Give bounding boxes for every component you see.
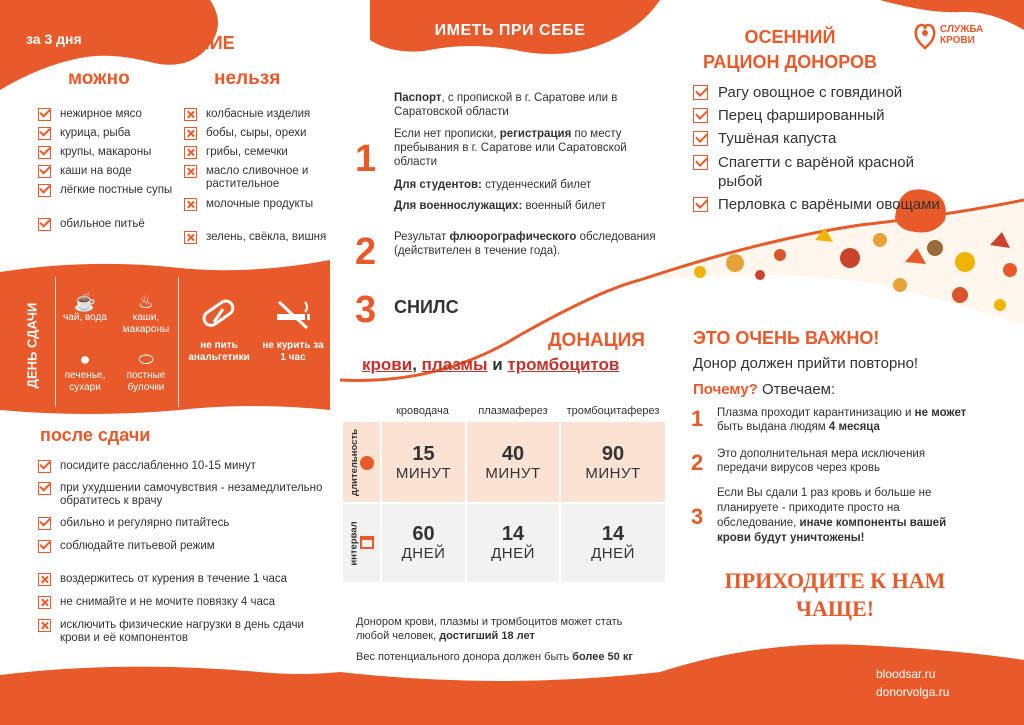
reason-1: Плазма проходит карантинизацию и не может быть выдана людям 4 месяца [717, 407, 967, 433]
no-painkillers-item: не пить анальгетики [182, 292, 256, 364]
check-icon [38, 540, 51, 553]
cross-icon [184, 165, 197, 178]
list-item: соблюдайте питьевой режим [38, 540, 328, 562]
can-list [38, 108, 178, 237]
duration-cell: 90 МИНУТ [585, 442, 641, 482]
cross-icon [38, 619, 51, 632]
cross-icon [184, 198, 197, 211]
porridge-item: ♨ каши, макароны [116, 292, 176, 336]
cannot-title: нельзя [214, 68, 281, 89]
tea-item: ☕ чай, вода [56, 292, 114, 323]
duration-cell: 15 МИНУТ [395, 442, 452, 482]
check-icon [693, 197, 708, 212]
interval-cell: 60 ДНЕЙ [401, 522, 446, 562]
list-item: крупы, макароны [38, 146, 178, 165]
bring-docs: Паспорт, с пропиской в г. Саратове или в Саратовской области Если нет прописки, регистрация по месту пребывания в г. Саратове или Саратовской области Для студентов: студенческий билет Для военнослужащих: военный билет [394, 92, 627, 212]
col-header: кроводача [396, 405, 449, 417]
check-icon [693, 131, 708, 146]
reason-number-3: 3 [691, 504, 704, 529]
check-icon [38, 146, 51, 159]
check-icon [693, 155, 708, 170]
interval-label: интервал [348, 520, 360, 566]
cross-icon [184, 127, 197, 140]
check-icon [38, 460, 51, 473]
donor-weight-note: Вес потенциального донора должен быть более 50 кг [356, 651, 633, 663]
bottom-left-wave [0, 667, 340, 725]
cross-icon [184, 231, 197, 244]
heart-drop-icon [914, 20, 936, 50]
donation-title: ДОНАЦИЯ [548, 330, 645, 351]
call-to-action: ПРИХОДИТЕ К НАМ ЧАЩЕ! [724, 568, 946, 621]
snils: СНИЛС [394, 297, 459, 317]
cookie-icon: ● [79, 349, 91, 369]
list-item: обильно и регулярно питайтесь [38, 517, 328, 540]
list-item: курица, рыба [38, 127, 178, 146]
cross-icon [184, 146, 197, 159]
list-item: при ухудшении самочувствия - незамедлительно обратитесь к врачу [38, 482, 328, 517]
bread-icon: ⬭ [138, 349, 154, 369]
list-item: масло сливочное и растительное [184, 165, 329, 198]
list-item: исключить физические нагрузки в день сдачи крови и её компонентов [38, 619, 328, 651]
ration-title: ОСЕННИЙ РАЦИОН ДОНОРОВ [702, 27, 878, 72]
check-icon [38, 482, 51, 495]
list-item: обильное питьё [38, 218, 178, 237]
interval-cell: 14 ДНЕЙ [591, 522, 635, 562]
site-link-donorvolga[interactable]: donorvolga.ru [876, 685, 950, 699]
check-icon [38, 165, 51, 178]
bring-title: ИМЕТЬ ПРИ СЕБЕ [434, 22, 586, 39]
buns-item: ⬭ постные булочки [116, 348, 176, 394]
calendar-icon [360, 536, 374, 549]
list-item: не снимайте и не мочите повязку 4 часа [38, 596, 328, 619]
list-item: Спагетти с варёной красной рыбой [693, 153, 943, 195]
after-title: после сдачи [40, 425, 151, 445]
check-icon [38, 517, 51, 530]
after-dont-list [38, 573, 328, 651]
list-item: лёгкие постные супы [38, 184, 178, 218]
number-1: 1 [355, 138, 377, 180]
number-3: 3 [355, 289, 377, 331]
col-header: плазмаферез [478, 405, 548, 417]
fluoro-text: Результат флюорографического обследования (действителен в течение года). [394, 231, 656, 257]
list-item: молочные продукты [184, 198, 329, 231]
list-item: нежирное мясо [38, 108, 178, 127]
col-header: тромбоцитаферез [566, 405, 660, 417]
list-item: Перец фаршированный [693, 106, 943, 129]
list-item: Рагу овощное с говядиной [693, 83, 943, 106]
reason-3: Если Вы сдали 1 раз кровь и больше не планируете - приходите просто на обследование, иначе компоненты вашей крови будут уничтожены! [717, 487, 947, 544]
ration-list [693, 83, 943, 235]
days-badge: за 3 дня [26, 31, 82, 47]
check-icon [38, 127, 51, 140]
cookies-item: ● печенье, сухари [56, 348, 114, 394]
list-item: грибы, семечки [184, 146, 329, 165]
logo: СЛУЖБА КРОВИ [914, 20, 983, 50]
list-item: Перловка с варёными овощами [693, 195, 943, 235]
check-icon [693, 85, 708, 100]
reason-number-2: 2 [691, 450, 704, 475]
can-title: можно [68, 68, 130, 89]
no-smoking-item: не курить за 1 час [260, 292, 326, 364]
why-line: Почему? Отвечаем: [693, 381, 836, 398]
check-icon [38, 218, 51, 231]
interval-cell: 14 ДНЕЙ [491, 522, 535, 562]
nutrition-title: ПИТАНИЕ [148, 33, 235, 53]
cross-icon [38, 573, 51, 586]
list-item: воздержитесь от курения в течение 1 часа [38, 573, 328, 596]
duration-label: длительность [348, 428, 360, 496]
reason-number-1: 1 [691, 406, 704, 431]
cannot-list [184, 108, 329, 261]
number-2: 2 [355, 231, 377, 273]
list-item: бобы, сыры, орехи [184, 127, 329, 146]
after-do-list [38, 460, 328, 562]
duration-cell: 40 МИНУТ [485, 442, 541, 482]
cross-icon [184, 108, 197, 121]
bottom-right-wave [660, 644, 1024, 725]
list-item: Тушёная капуста [693, 129, 943, 153]
pill-icon [197, 292, 241, 336]
important-subtitle: Донор должен прийти повторно! [693, 355, 919, 372]
reason-2: Это дополнительная мера исключения передачи вирусов через кровь [717, 448, 926, 474]
footer-links [876, 665, 949, 701]
donation-day-label: ДЕНЬ СДАЧИ [24, 302, 40, 388]
donor-age-note: Донором крови, плазмы и тромбоцитов может стать любой человек, достигший 18 лет [356, 616, 623, 642]
bowl-icon: ♨ [137, 292, 155, 312]
check-icon [693, 108, 708, 123]
bottom-center-wave [340, 672, 660, 725]
cross-icon [38, 596, 51, 609]
list-item: каши на воде [38, 165, 178, 184]
list-item: посидите расслабленно 10-15 минут [38, 460, 328, 482]
list-item: колбасные изделия [184, 108, 329, 127]
site-link-bloodsar[interactable]: bloodsar.ru [876, 667, 936, 681]
check-icon [38, 108, 51, 121]
no-smoking-icon [271, 292, 315, 336]
important-title: ЭТО ОЧЕНЬ ВАЖНО! [693, 328, 880, 348]
donation-subtitle: крови, плазмы и тромбоцитов [362, 355, 620, 374]
cup-icon: ☕ [73, 292, 97, 312]
list-item: зелень, свёкла, вишня [184, 231, 329, 261]
clock-icon [360, 456, 374, 470]
check-icon [38, 184, 51, 197]
